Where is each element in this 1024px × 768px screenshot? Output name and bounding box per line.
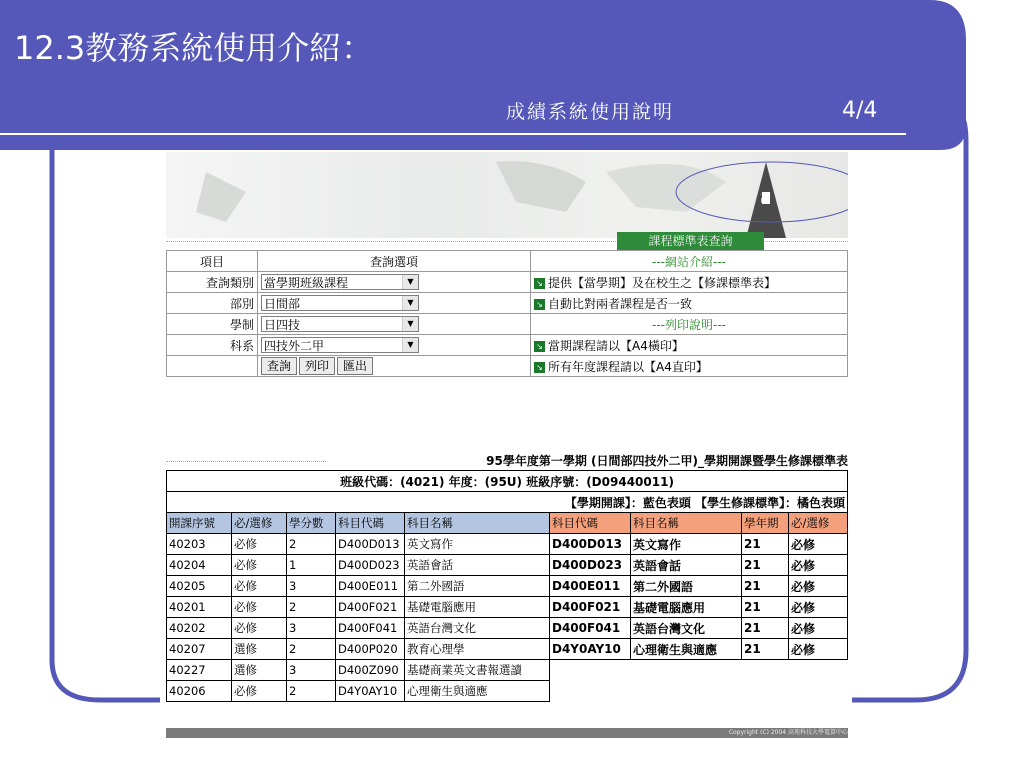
- chevron-down-icon: ▼: [402, 296, 418, 310]
- cell: 40202: [167, 618, 232, 639]
- table-row: [167, 660, 848, 681]
- banner-image: [166, 152, 848, 238]
- cell: 英語會話: [631, 555, 742, 576]
- header-intro: ---網站介紹---: [531, 251, 848, 272]
- svg-text:高: 高: [760, 194, 770, 205]
- print-header: ---列印說明---: [531, 314, 848, 335]
- cell: 必修: [789, 597, 848, 618]
- info-line: ↘ 當期課程請以【A4橫印】: [531, 335, 848, 356]
- select-category[interactable]: 當學期班級課程 ▼: [261, 274, 419, 290]
- cell: 40206: [167, 681, 232, 702]
- chevron-down-icon: ▼: [402, 317, 418, 331]
- cell: 英語台灣文化: [631, 618, 742, 639]
- cell: 必修: [232, 555, 287, 576]
- header-item: 項目: [167, 251, 258, 272]
- legend-line: 【學期開課】：藍色表頭 【學生修課標準】：橘色表頭: [167, 492, 848, 513]
- web-screenshot: [166, 152, 848, 740]
- info-line: ↘ 提供【當學期】及在校生之【修課標準表】: [531, 272, 848, 293]
- cell: D4Y0AY10: [336, 681, 405, 702]
- table-row: [167, 534, 848, 555]
- cell: 3: [287, 660, 336, 681]
- col-header: 科目代碼: [550, 513, 631, 534]
- table-row: [167, 576, 848, 597]
- cell: D400D013: [550, 534, 631, 555]
- cell: 選修: [232, 660, 287, 681]
- arrow-icon: ↘: [534, 362, 545, 373]
- tab-course-query[interactable]: 課程標準表查詢: [617, 232, 764, 250]
- cell: D400F021: [550, 597, 631, 618]
- table-row: [167, 639, 848, 660]
- cell: 21: [742, 639, 789, 660]
- col-header: 必/選修: [232, 513, 287, 534]
- cell: 必修: [789, 618, 848, 639]
- class-line: 班級代碼：(4021) 年度：(95U) 班級序號：(D09440011): [167, 471, 848, 492]
- select-department[interactable]: 四技外二甲 ▼: [261, 337, 419, 353]
- cell: 必修: [789, 639, 848, 660]
- cell: D400E011: [336, 576, 405, 597]
- table-row: [167, 618, 848, 639]
- cell: 英語會話: [405, 555, 550, 576]
- copyright-footer: Copyright (C) 2004 高苑科技大學電算中心: [166, 728, 848, 738]
- cell: 基礎電腦應用: [631, 597, 742, 618]
- query-form-table: [166, 250, 848, 377]
- col-header: 科目代碼: [336, 513, 405, 534]
- col-header: 科目名稱: [405, 513, 550, 534]
- course-table: [166, 470, 848, 702]
- cell: 必修: [232, 597, 287, 618]
- cell: 3: [287, 618, 336, 639]
- cell: 40227: [167, 660, 232, 681]
- cell: 21: [742, 576, 789, 597]
- cell: 必修: [232, 618, 287, 639]
- cell: 心理衛生與適應: [405, 681, 550, 702]
- cell: 必修: [789, 576, 848, 597]
- cell: D400F041: [336, 618, 405, 639]
- label-system: 學制: [167, 314, 258, 335]
- cell: 2: [287, 534, 336, 555]
- cell: 基礎商業英文書報選讀: [405, 660, 550, 681]
- table-row: [167, 597, 848, 618]
- slide-title: 12.3教務系統使用介紹：: [14, 29, 374, 67]
- cell: 40207: [167, 639, 232, 660]
- label-category: 查詢類別: [167, 272, 258, 293]
- cell: 教育心理學: [405, 639, 550, 660]
- cell: 21: [742, 597, 789, 618]
- cell: D400F041: [550, 618, 631, 639]
- cell: 21: [742, 555, 789, 576]
- label-division: 部別: [167, 293, 258, 314]
- export-button[interactable]: 匯出: [337, 357, 373, 375]
- world-map-tower-image: [166, 152, 848, 238]
- col-header: 學分數: [287, 513, 336, 534]
- query-button[interactable]: 查詢: [261, 357, 297, 375]
- cell: 21: [742, 534, 789, 555]
- empty-cell: [167, 356, 258, 377]
- cell: D400Z090: [336, 660, 405, 681]
- cell: 第二外國語: [631, 576, 742, 597]
- cell: 2: [287, 681, 336, 702]
- col-header: 開課序號: [167, 513, 232, 534]
- col-header: 科目名稱: [631, 513, 742, 534]
- cell: 2: [287, 639, 336, 660]
- cell: 基礎電腦應用: [405, 597, 550, 618]
- select-system[interactable]: 日四技 ▼: [261, 316, 419, 332]
- empty-cell: [550, 681, 848, 702]
- empty-cell: [550, 660, 848, 681]
- info-line: ↘ 所有年度課程請以【A4直印】: [531, 356, 848, 377]
- cell: 必修: [232, 576, 287, 597]
- cell: D400D023: [336, 555, 405, 576]
- arrow-icon: ↘: [534, 299, 545, 310]
- arrow-icon: ↘: [534, 278, 545, 289]
- cell: 1: [287, 555, 336, 576]
- cell: 40205: [167, 576, 232, 597]
- slide-page-number: 4/4: [842, 98, 878, 123]
- print-button[interactable]: 列印: [299, 357, 335, 375]
- select-division[interactable]: 日間部 ▼: [261, 295, 419, 311]
- slide-subtitle: 成績系統使用說明: [506, 101, 675, 123]
- table-row: [167, 681, 848, 702]
- chevron-down-icon: ▼: [402, 275, 418, 289]
- chevron-down-icon: ▼: [402, 338, 418, 352]
- cell: D400E011: [550, 576, 631, 597]
- cell: D400F021: [336, 597, 405, 618]
- cell: 40203: [167, 534, 232, 555]
- header-option: 查詢選項: [258, 251, 531, 272]
- cell: 英語台灣文化: [405, 618, 550, 639]
- cell: 40201: [167, 597, 232, 618]
- label-department: 科系: [167, 335, 258, 356]
- cell: 心理衛生與適應: [631, 639, 742, 660]
- arrow-icon: ↘: [534, 341, 545, 352]
- cell: D4Y0AY10: [550, 639, 631, 660]
- cell: 英文寫作: [405, 534, 550, 555]
- cell: 必修: [232, 534, 287, 555]
- cell: 3: [287, 576, 336, 597]
- table-row: [167, 555, 848, 576]
- cell: 選修: [232, 639, 287, 660]
- info-line: ↘ 自動比對兩者課程是否一致: [531, 293, 848, 314]
- cell: 必修: [789, 534, 848, 555]
- col-header: 必/選修: [789, 513, 848, 534]
- cell: 必修: [232, 681, 287, 702]
- course-table-title: 95學年度第一學期 (日間部四技外二甲)_學期開課暨學生修課標準表: [486, 454, 848, 468]
- col-header: 學年期: [742, 513, 789, 534]
- cell: 必修: [789, 555, 848, 576]
- cell: D400P020: [336, 639, 405, 660]
- cell: 40204: [167, 555, 232, 576]
- cell: D400D023: [550, 555, 631, 576]
- cell: 第二外國語: [405, 576, 550, 597]
- cell: D400D013: [336, 534, 405, 555]
- cell: 2: [287, 597, 336, 618]
- cell: 21: [742, 618, 789, 639]
- cell: 英文寫作: [631, 534, 742, 555]
